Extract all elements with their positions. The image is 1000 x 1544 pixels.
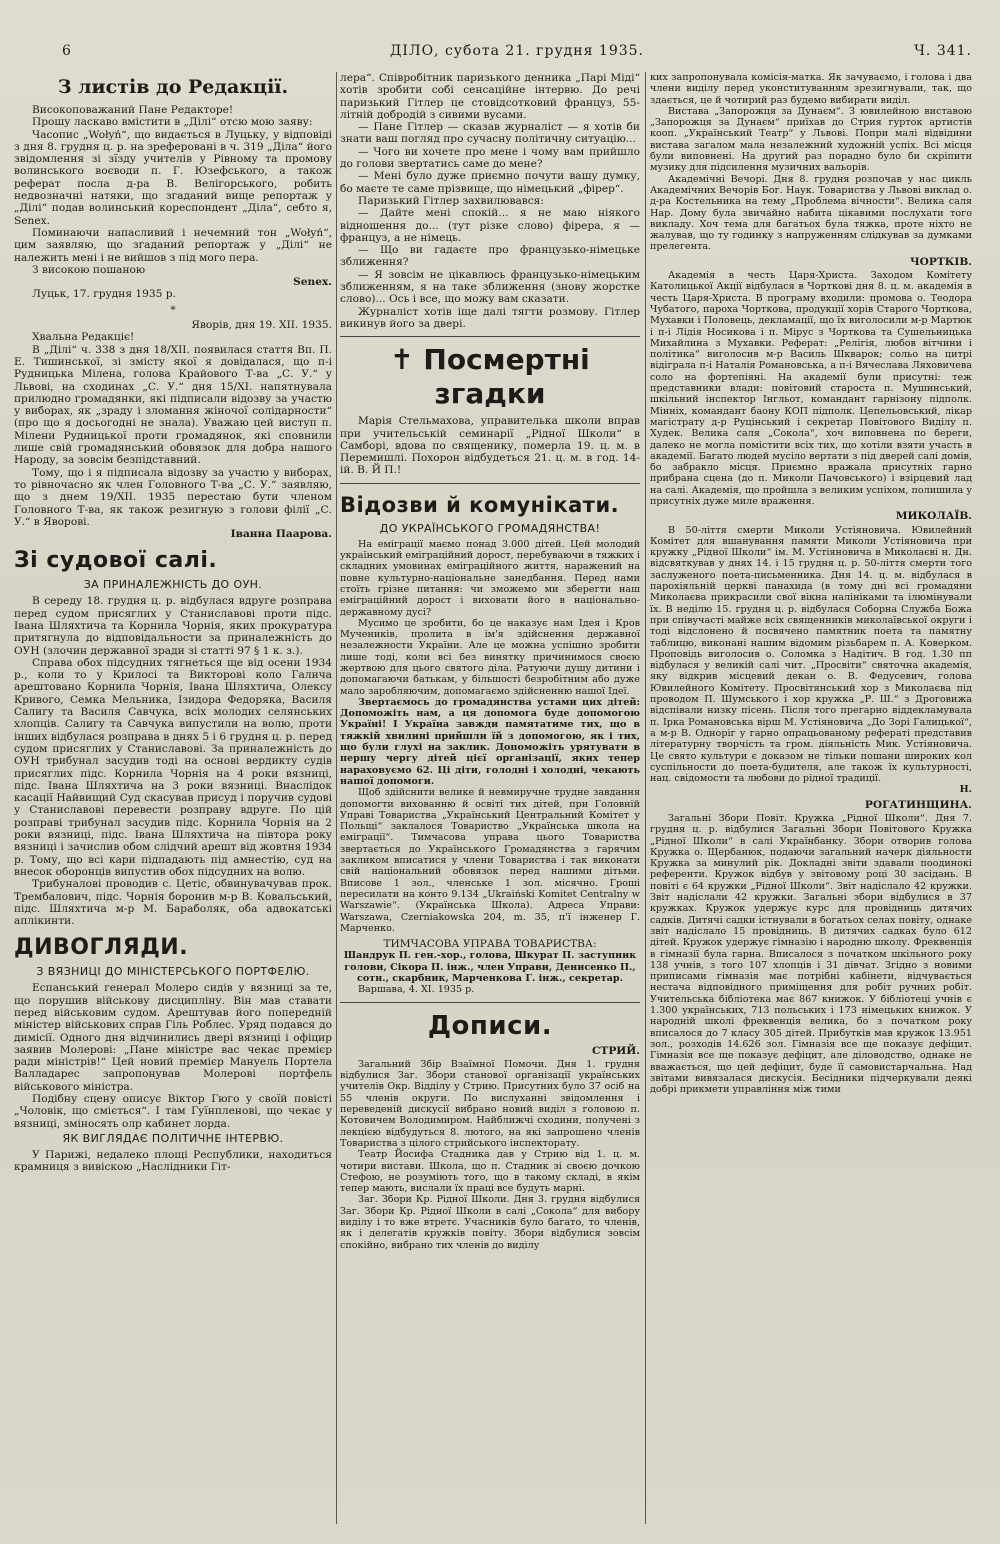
interview-subheading: ЯК ВИГЛЯДАЄ ПОЛІТИЧНЕ ІНТЕРВЮ. xyxy=(62,1131,284,1145)
court-para: Справа обох підсудних тягнеться ще від осени 1934 р., коли то у Крилосі та Викторові коло Галича арештовано Корнила Чорнія, Івана Шляхтича, Олексу Кривого, Семка Мельника, Ізидора Федоряка, Василя Салигу та Василя Савчука, всіх молодих селянських хлопців. Салигу та Савчука випустили на волю, проти інших відбулася розправа в днях 5 і 6 грудня ц. р. перед судом присяглих у Станиславові. За приналежність до ОУН трибунал засудив тоді на основі вердикту судів присяглих підс. Корнила Чорнія на 4 роки вязниці, підс. Івана Шляхтича на 3 роки вязниці. Внаслідок касації Найвищий Суд скасував присуд і поручив судові у Станиславові перевести розправу вдруге. По цій розправі трибунал засудив підс. Корнила Чорнія на 2 роки вязниці, підс. Івана Шляхтича на півтора року вязниці і зачислив обом слідчий арешт від жовтня 1934 р. Тому, що всі кари підпадають під амнестію, суд на внесок оборонців випустив обох підсудних на волю. xyxy=(14,656,332,878)
curiosities-para: Еспанський генерал Молеро сидів у вязниці за те, що порушив військову дисципліну. Він мав ставати перед військовим судом. Арештував його попередній міністер військових справ Гіль Роблес. Уряд подався до димісії. Одного дня відчинились двері вязниці і офіцир заявив Молерові: „Пане міністре вас чекає премієр ради міністрів!“ Цей новий премієр Мануель Портела Валладарес запропонував Молерові портфель військового міністра. xyxy=(14,982,332,1093)
interview-line: Паризький Гітлер захвилювався: xyxy=(358,194,544,207)
letter1-para: Поминаючи напасливий і нечемний тон „Wołyń“, цим заявляю, що згаданий репортаж у „Ділі“ не належить мені і не вийшов з під мого пера. xyxy=(14,226,332,264)
rohatyn-location: РОГАТИНЩИНА. xyxy=(864,798,972,811)
interview-line: — Пане Гітлер — сказав журналіст — я хотів би знати ваш погляд про сучасну політичну ситуацію... xyxy=(340,121,640,146)
interview-para: У Парижі, недалеко площі Республики, находиться крамниця з вивіскою „Наслідники Гіт- xyxy=(14,1148,332,1174)
stryi-para: Академічні Вечорі. Дня 8. грудня розпочав у нас цикль Академічних Вечорів Бог. Наук. Товариства у Львові виклад о. д-ра Костельника на тему „Проблема вічности“. Велика саля Нар. Дому була звичайно набита цікавими послухати того викладу. Хоч тема для багатьох була тяжка, проте ніхто не жалував, що ту годинку з напруженням слідкував за думками прелегента. xyxy=(650,173,972,253)
chortkiv-location: ЧОРТКІВ. xyxy=(910,255,972,268)
letter2-para: В „Ділі“ ч. 338 з дня 18/XII. появилася стаття Вп. П. Е. Тишинської, зі змісту якої я довідалася, що п-і Рудницька Мілена, голова Крайового Т-ва „С. У.“ у Львові, на сходинах „С. У.“ дня 15/XI. напятнувала прилюдно громадянки, які підписали відозву за участю у виборах, як „зраду і зломання жіночої солідарности“ (про що я досьогодні не знала). Уважаю цей виступ п. Мілени Рудницької проти громадянок, які сповнили лише свій громадянський обовязок для добра нашого Народу, за зовсім безпідставний. xyxy=(14,343,332,467)
board-heading: ТИМЧАСОВА УПРАВА ТОВАРИСТВА: xyxy=(383,938,597,951)
letter2-date: Яворів, дня 19. XII. 1935. xyxy=(191,319,332,332)
stryi-continued: ких запропонувала комісія-матка. Як зачуваємо, і голова і два члени виділу перед уконституванням зрезигнували, так, що здається, це й чотирий раз будемо вибирати виділ. xyxy=(650,72,972,106)
chortkiv-para: Академія в честь Царя-Христа. Заходом Комітету Католицької Акції відбулася в Чорткові дня 8. ц. м. академія в честь Царя-Христа. В програму входили: промова о. Теодора Чубатого, пароха Чорткова, продукції хорів Старого Чорткова, Мухавки і Половець, декламації, що їх виголосили м-р Мартюк і п-і Лідія Носикова і п. Міруc з Чорткова та Сушельницька Михайлина з Мухавки. Реферат: „Релігія, любов вітчини і політика“ виголосив м-р Василь Шкварок; сольо на цитрі відіграла п-і Наталія Романовська, а п-і Вячеслава Ляховичева соло на фортепіяні. На академії були присутні: теж представники влади: повітовий староста п. Мушинський, шкільний інспектор Інгльот, командант гарнізону підполк. Мінніх, командант баону КОП підполк. Цепельовський, лікар магістрату д-р Руцінський і секретар Повітового Виділу п. Худек. Велика саля „Сокола“, хоч виповнена по береги, далеко не могла помістити всіх тих, що хотіли взяти участь в академії. Багато людей мусіло вертати з під дверей салі домів, бо забракло місця. Приємно вражала присутніх гарно прибрана сцена (до п. Миколи Пачовського) і взірцевий лад на салі. Академія, що пройшла з великим успіхом, полишила у присутніх дуже миле враження. xyxy=(650,270,972,507)
interview-line: — Я зовсім не цікавлюсь французько-німецьким зближенням, я на таке зближення (знову жорстке слово)... Ось і все, що можу вам сказати. xyxy=(340,268,640,306)
stryi-para: Театр Йосифа Стадника дав у Стрию від 1. ц. м. чотири вистави. Школа, що п. Стадник зі своєю дочкою Стефою, не розуміють того, що в такому складі, в якім тепер мають, вислали їх праці все будуть марні. xyxy=(340,1149,640,1195)
obituaries-heading: ✝ Посмертні згадки xyxy=(390,343,590,411)
letter1-signature: Senex. xyxy=(293,276,332,289)
reports-heading: Дописи. xyxy=(427,1010,553,1041)
column-3 xyxy=(650,72,972,1534)
stryi-para: Загальний Збір Взаїмної Помочи. Дня 1. грудня відбулися Заг. Збори станової організації українських учителів Окр. Відділу у Стрию. Присутних було 37 осіб на 55 членів округи. По вислуханні звідомлення і переведеній дискусії вибрано новий виділ з головою п. Котовичем Володимиром. Найближчі сходини, получені з лекцією відбудуться 8. лютого, на які запрошено членів Товариства з цілого стрийського інспекторату. xyxy=(340,1058,640,1149)
mykolaiv-para: В 50-ліття смерти Миколи Устіяновича. Ювилейний Комітет для вшанування памяти Миколи Устіяновича при кружку „Рідної Школи“ ім. М. Устіяновича в Миколаєві н. Дн. відсвяткував у днях 14. і 15 грудня ц. р. 50-ліття смерти того заслуженого поета-письменника. Дня 14. ц. м. відбулася в парохіяльній церкві панахида (в тому дні всі громадяни Миколаєва прикрасили свої вікна налініками та ілюмінували їх. В неділю 15. грудня ц. р. відбулася Соборна Служба Божа при співучасті майже всіх священників миколаївської округи і тоді відслонено й посвячено памятник поета та памятну таблицю, виконані нашим відомим різьбарем п. А. Коверком. Проповідь виголосив о. Соломка з Надітич. В год. 1.30 пп відбулася у великій салі чит. „Просвіти“ святочна академія, яку відкрив місцевий декан о. В. Федусевич, голова Ювилейного Комітету. Просвітянський хор з Миколаєва під проводом П. Шумського і хор кружка „Р. Ш.“ з Дроговижа відспівали низку пісень. Після того прегарно віддекламувала п. Ірка Романовська вірш М. Устіяновича „До Зорі Галицької“, а м-р В. Одноріг у гарно опрацьованому рефераті представив літературну творчість та гром. діяльність Мик. Устіяновича. Це свято культури є доказом не тільки пошани широких кол суспільности до поета-будителя, але також їх культурності, нац. свідомости та любови до рідної традиції. xyxy=(650,524,972,785)
curiosities-para: Подібну сцену описує Віктор Гюго у своїй повісті „Чоловік, що сміється“. І там Гуїнпленові, що чекає у вязниці, зміносять олр кабинет лорда. xyxy=(14,1093,332,1130)
letters-heading: З листів до Редакції. xyxy=(57,76,289,98)
appeals-para: Мусимо це зробити, бо це наказує нам Ідея і Кров Мучеників, пролита в ім'я здійснення державної незалежности України. Але це можна успішно зробити лише тоді, коли всі без винятку причинимося своєю жертвою для цього святого діла. Ратуючи душу дитини і допомагаючи батькам, у більшості безробітним або дуже мало заробляючим, допомагаємо здійсненню нашої Ідеї. xyxy=(340,617,640,697)
mykolaiv-signature: Н. xyxy=(959,784,972,796)
mykolaiv-location: МИКОЛАЇВ. xyxy=(895,510,972,523)
stryi-para: Вистава „Запорожця за Дунаєм“. З ювилейною виставою „Запорожця за Дунаєм“ приїхав до Стрия гурток артистів кооп. „Український Театр“ у Львові. Попри малі відвідини вистава загалом мала незалежний художній успіх. Всі місця були виповнені. На другий раз порадно було би скріпити музику для підсилення музичних вальорів. xyxy=(650,105,972,174)
interview-line: — Дайте мені спокій... я не маю ніякого відношення до... (тут різке слово) фірера, я — француз, а не німець. xyxy=(340,207,640,244)
board-date: Варшава, 4. XI. 1935 р. xyxy=(358,984,475,996)
column-rule-1 xyxy=(336,72,337,1524)
separator-star: * xyxy=(170,303,176,316)
letter2-salutation: Хвальна Редакціє! xyxy=(32,331,135,344)
interview-line: — Чого ви хочете про мене і чому вам прийшло до голови звертатись саме до мене? xyxy=(340,145,640,171)
letter1-salutation: Високоповажаний Пане Редакторе! xyxy=(32,104,234,116)
curiosities-subheading: З ВЯЗНИЦІ ДО МІНІСТЕРСЬКОГО ПОРТФЕЛЮ. xyxy=(36,965,310,979)
court-para: Трибуналові проводив с. Цетіс, обвинувачував прок. Трембалович, підс. Чорнія боронив м-р В. Ковальський, підс. Шляхтича м-р М. Бараболяк, оба адвокатські аплікинти. xyxy=(14,878,332,928)
letter1-place-date: Луцьк, 17. грудня 1935 р. xyxy=(32,288,176,301)
header-title: ДІЛО, субота 21. грудня 1935. xyxy=(389,43,644,59)
column-rule-2 xyxy=(645,72,646,1524)
curiosities-heading: ДИВОГЛЯДИ. xyxy=(14,935,189,961)
divider xyxy=(340,1002,640,1003)
page-number: 6 xyxy=(62,43,72,59)
stryi-location: СТРИЙ. xyxy=(592,1044,640,1057)
board-members: Шандрук П. ген.-хор., голова, Шкурат П. заступник голови, Сікора П. інж., член Управи, Денисенко П., сотн., скарбник, Марченкова Г. інж., секретар. xyxy=(343,950,637,984)
appeals-para: На еміграції маємо понад 3.000 дітей. Цей молодий український еміграційний дорост, перебуваючи в тяжких і складних умовинах еміграційного життя, наражений на повне культурно-національне занедбання. Перед нами стоїть грізне питання: чи зможемо ми зберегти наш еміграційний дорост і виховати його в національно-державному дусі? xyxy=(340,538,640,618)
letter1-para: Часопис „Wołyń“, що видається в Луцьку, у відповіді з дня 8. грудня ц. р. на зреферовані в ч. 319 „Діла“ його звідомлення зі зїзду учителів у Рівному та промову волинського воєводи п. Г. Юзефського, а також реферат посла д-ра В. Велігорського, робить недвозначні натяки, що згаданий вище репортаж у „Ділі“ подав волинський кореспондент „Діла“, себто я, Senex. xyxy=(14,128,332,227)
appeals-heading: Відозви й комунікати. xyxy=(340,492,620,517)
court-heading: Зі судової салі. xyxy=(14,548,218,574)
interview-line: Журналіст хотів іще далі тягти розмову. Гітлер викинув його за двері. xyxy=(340,305,640,330)
letter1-closing: З високою пошаною xyxy=(32,263,146,276)
letter1-para: Прошу ласкаво вмістити в „Ділі“ отсю мою заяву: xyxy=(32,116,313,129)
court-subheading: ЗА ПРИНАЛЕЖНІСТЬ ДО ОУН. xyxy=(83,578,263,592)
running-header xyxy=(62,40,972,62)
court-para: В середу 18. грудня ц. р. відбулася вдруге розправа перед судом присяглих у Станиславові проти підс. Івана Шляхтича та Корнила Чорнія, яких прокуратура притягнула до відповідальности за приналежність до ОУН (злочин державної зради зі статті 97 § 1 к. з.). xyxy=(14,595,332,657)
column-1 xyxy=(14,72,332,1534)
appeals-para: Звертаємось до громадянства устами цих дітей: Допоможіть нам, а ця допомога буде допомогою Україні! І Україна завжди памятатиме тих, що в тяжкій хвилині прийшли їй з допомогою, як і тих, що були глухі на заклик. Допоможіть урятувати в першу чергу дітей цієї організації, яких тепер нараховуємо 62. Ці діти, голодні і холодні, чекають нашої допомоги. xyxy=(340,696,640,787)
divider xyxy=(340,483,640,484)
appeals-para: Щоб здійснити велике й невмиручне трудне завдання допомогти вихованню й освіті тих дітей, при Головній Управі Товариства „Український Центральний Комітет у Польщі“ заклалося Товариство „Українська школа на еміграції“. Тимчасова управа цього Товариства звертається до Українського Громадянства з гарячим закликом вписатися у члени Товариства і так виконати свій національний обовязок перед нашими дітьми. Вписове 1 зол., членське 1 зол. місячно. Гроші пересилати на конто 9.134 „Ukraiński Komitet Centralny w Warszawie“. (Українська Школа). Адреса Управи: Warszawa, Czerniakowska 204, m. 35, п'ї інженер Г. Марченко. xyxy=(340,787,640,934)
interview-line: — Мені було дуже приємно почути вашу думку, бо маєте те саме прізвище, що німецький „фірер“. xyxy=(340,170,640,195)
stryi-para: Заг. Збори Кр. Рідної Школи. Дня 3. грудня відбулися Заг. Збори Кр. Рідної Школи в салі „Сокола“ для вибору виділу і то вже втретє. Учасників було багато, то членів, як і делегатів кружків повіту. Збори відбулися зовсім спокійно, вибрано тих членів до виділу xyxy=(340,1194,640,1251)
appeals-subheading: ДО УКРАЇНСЬКОГО ГРОМАДЯНСТВА! xyxy=(379,521,601,535)
issue-number: Ч. 341. xyxy=(914,43,972,59)
interview-line: — Що ви гадаєте про французько-німецьке зближення? xyxy=(340,244,640,269)
divider xyxy=(340,336,640,337)
interview-continued: лера“. Співробітник паризького денника „Парі Міді“ хотів зробити собі сенсаційне інтервю. До речі паризький Гітлер це стовідсотковий француз, 55-літній добродій з сивими вусами. xyxy=(340,72,640,121)
rohatyn-para: Загальні Збори Повіт. Кружка „Рідної Школи“. Дня 7. грудня ц. р. відбулися Загальні Збори Повітового Кружка „Рідної Школи“ в салі Українбанку. Збори отворив голова Кружка о. Щербанюк, подаючи загальний начерк діяльности Кружка за минулий рік. Докладні звіти здавали поодинокі референти. Кружок відбув у звітовому році 30 засідань. В повіті є 64 кружки „Рідної Школи“. Звіт надіслало 42 кружки. Звіт надіслали 42 кружки. Загальні збори відбулися в 37 кружках. Кружок удержує курс для провідниць дитячих садків. Дитячі садки істнували в богатьох селах повіту, однаке звіт надіслало 15 провідниць. В дитячих садках було 612 дітей. Кружок удержує гімназію і народню школу. Фреквенція в гімназії була гарна. Вписалося з початком шкільного року 138 учнів, з того 107 хлопців і 31 дівчат. Згідно з новими приписами гімназія має потрібні кабінети, відчувається нестача відповідного приміщення для робіт ручних робіт. Учительська бібліотека має 867 книжок. У бібліотеці учнів є 1.300 українських, 713 польських і 173 німецьких книжок. У народній школі фреквенція велика, бо з початком року вписалося до 7 класу 305 дітей. Прибутків мав кружок 13.951 зол., розходів 14.626 зол. Гімназія все ще показує дефіцит. Гімназія все ще показує дефіцит, але діловодство, однаке не вважається, що цей дефіцит, буде її самовистарчальна. Над звітами вивязалася дискусія. Бесідники підчеркували деякі добрі прикмети управління між тими xyxy=(650,813,972,1096)
letter2-para: Тому, що і я підписала відозву за участю у виборах, то рівночасно як член Головного Т-ва „С. У.“ заявляю, що з днем 19/XII. 1935 перестаю бути членом Головного Т-ва, як також резигную з голови філії „С. У.“ в Яворові. xyxy=(14,466,332,528)
column-2 xyxy=(340,72,640,1534)
obituary-text: Марія Стельмахова, управителька школи вправ при учительській семинарії „Рідної Школи“ в Самборі, вдова по священику, померла 19. ц. м. в Перемишлі. Похорон відбудеться 21. ц. м. в год. 14-ій. В. Й П.! xyxy=(340,415,640,477)
letter2-signature: Іванна Паарова. xyxy=(230,528,332,541)
